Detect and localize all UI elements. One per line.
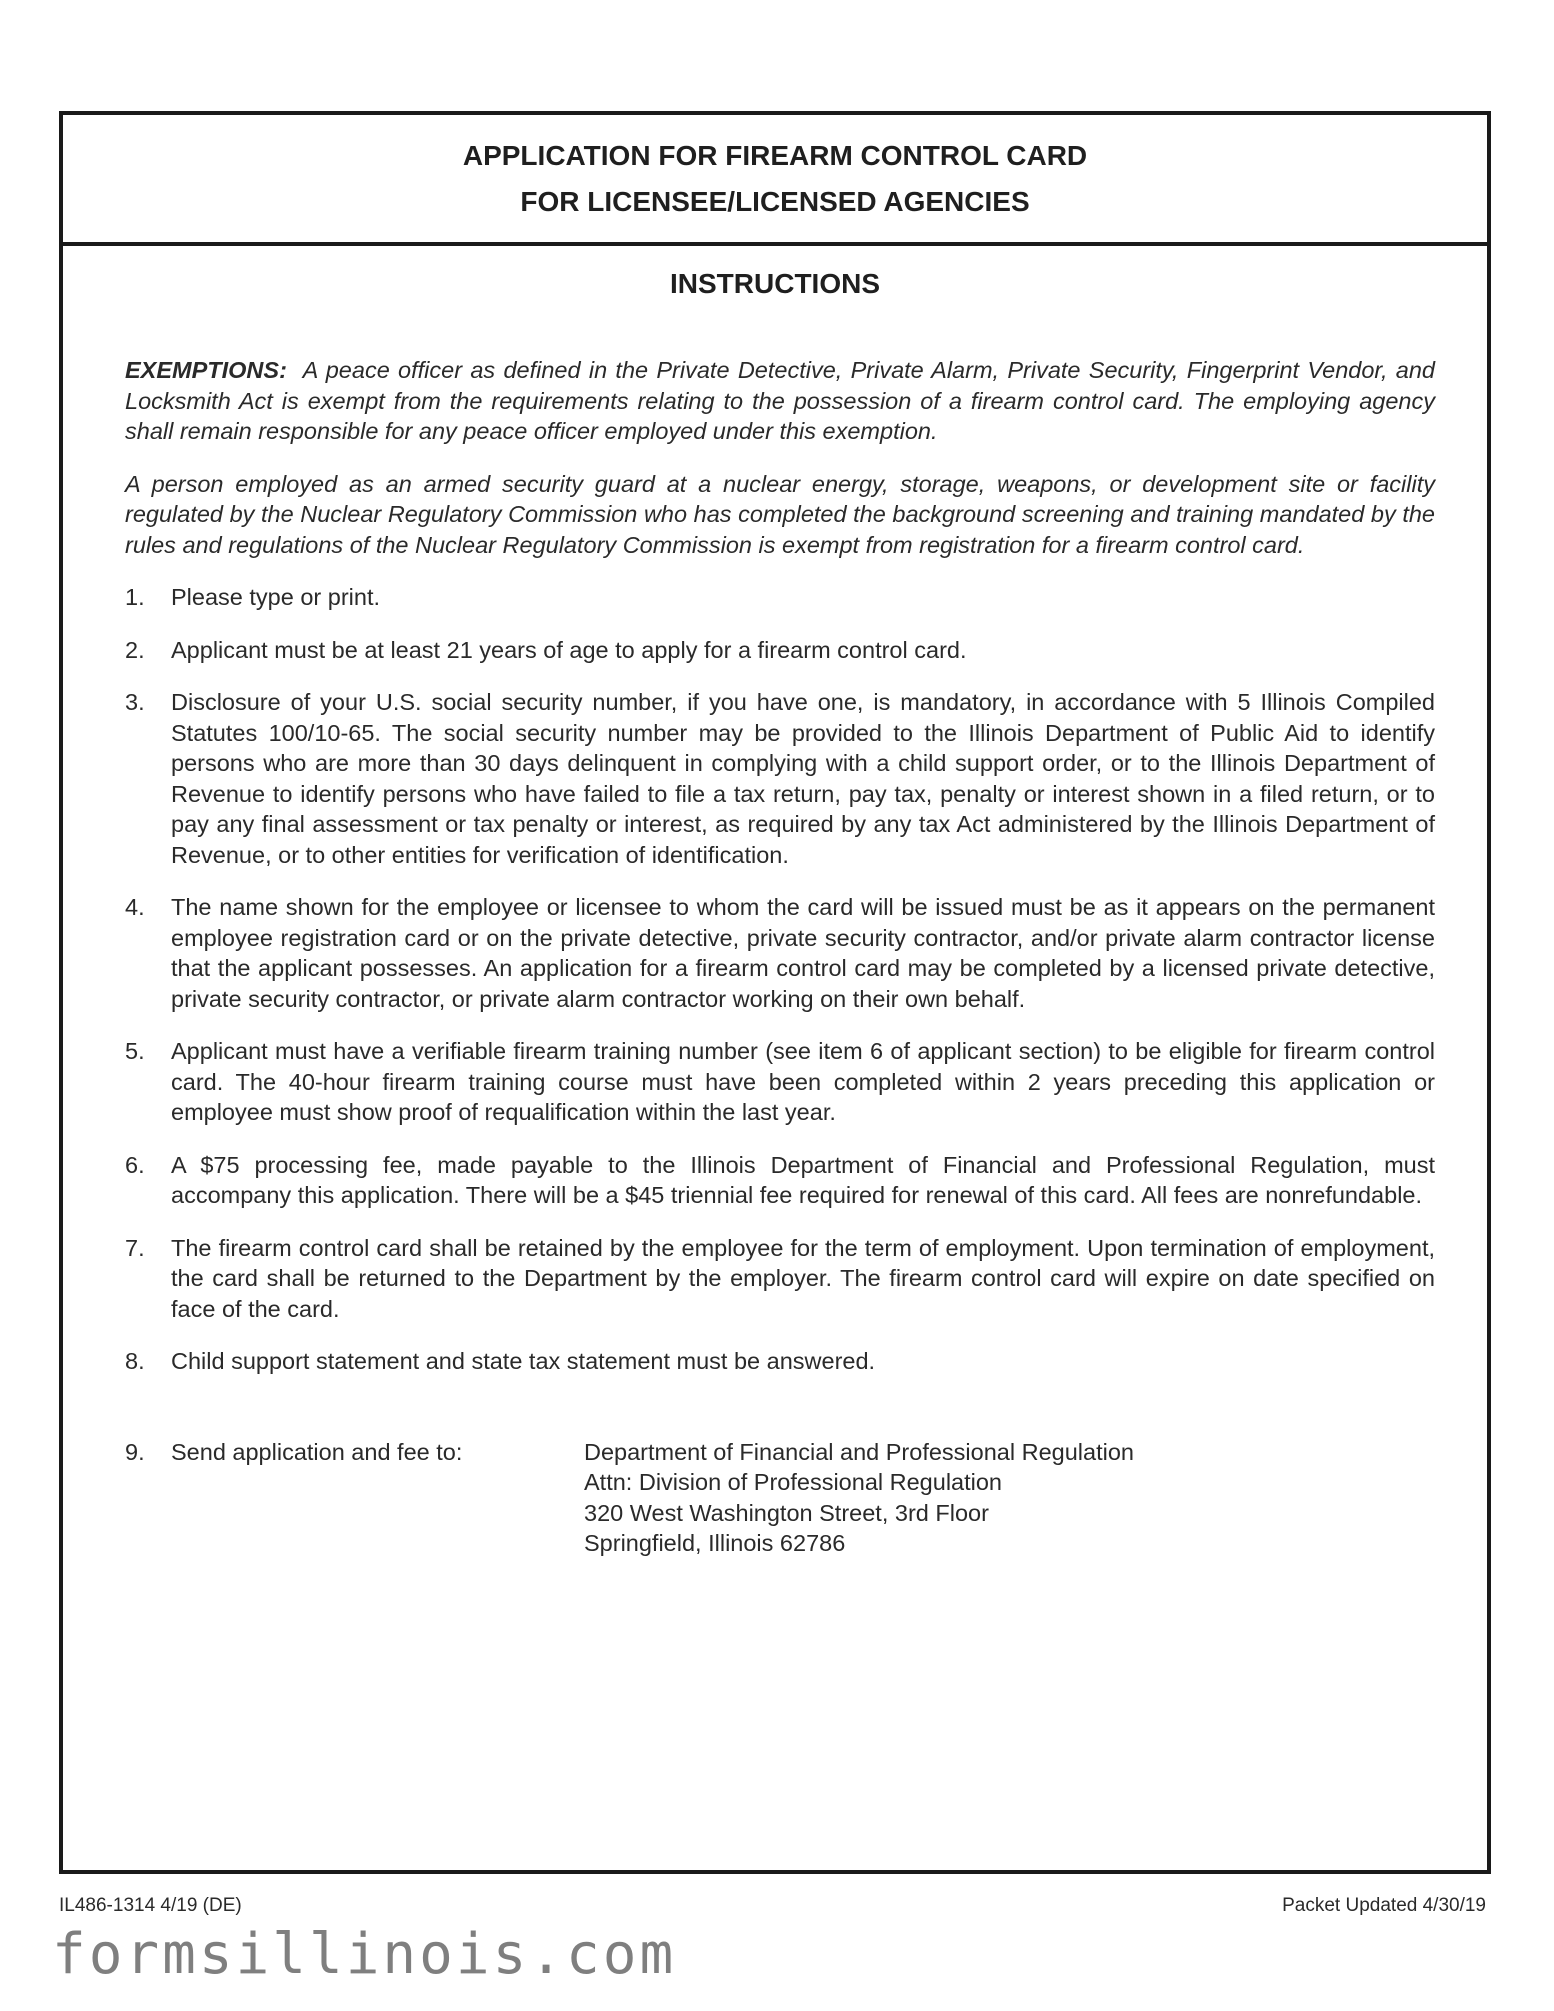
- send-label: Send application and fee to:: [171, 1438, 463, 1465]
- address-line-2: Attn: Division of Professional Regulation: [584, 1469, 1002, 1495]
- item-text: Child support statement and state tax statement must be answered.: [171, 1348, 876, 1374]
- item-text: Applicant must be at least 21 years of age to apply for a firearm control card.: [171, 636, 967, 663]
- list-item: [125, 687, 1435, 870]
- list-item: [125, 582, 1435, 613]
- exemptions-paragraph-2: A person employed as an armed security guard at a nuclear energy, storage, weapons, or development site or facility regulated by the Nuclear Regulatory Commission who has completed the background screening and training mandated by the rules and regulations of the Nuclear Regulatory Commission is exempt from registration for a firearm control card.: [125, 470, 1435, 558]
- item-number: 6.: [125, 1151, 145, 1178]
- address-line-3: 320 West Washington Street, 3rd Floor: [584, 1499, 989, 1526]
- list-item: [125, 1150, 1435, 1211]
- item-text: Applicant must have a verifiable firearm training number (see item 6 of applicant section) to be eligible for firearm control card. The 40-hour firearm training course must have been completed within 2 years preceding this application or employee must show proof of requalification within the last year.: [171, 1038, 1435, 1125]
- item-number: 4.: [125, 894, 145, 920]
- exemptions-label: EXEMPTIONS:: [125, 357, 287, 383]
- address-line-4: Springfield, Illinois 62786: [584, 1530, 846, 1556]
- exemptions-paragraph-1: [125, 355, 1435, 447]
- mailing-address: [584, 1437, 1134, 1559]
- list-item: [125, 892, 1435, 1014]
- item-number: 8.: [125, 1348, 145, 1374]
- item-number: 7.: [125, 1234, 145, 1261]
- form-code: IL486-1314 4/19 (DE): [59, 1895, 242, 1916]
- instructions-body: [125, 355, 1435, 1559]
- list-item: [125, 1346, 1435, 1377]
- form-header: [63, 115, 1487, 246]
- exemptions-text-1: A peace officer as defined in the Private Detective, Private Alarm, Private Security, Fingerprint Vendor, and Locksmith Act is exempt from the requirements relating to the possession of a firearm control card. The employing agency shall remain responsible for any peace officer employed under this exemption.: [125, 357, 1435, 444]
- item-text: A $75 processing fee, made payable to the Illinois Department of Financial and Professional Regulation, must accompany this application. There will be a $45 triennial fee required for renewal of this card. All fees are nonrefundable.: [171, 1151, 1435, 1208]
- form-title-line1: APPLICATION FOR FIREARM CONTROL CARD: [462, 140, 1088, 171]
- watermark: formsillinois.com: [52, 1922, 677, 1987]
- item-text: Please type or print.: [171, 584, 380, 610]
- item-text: Disclosure of your U.S. social security number, if you have one, is mandatory, in accordance with 5 Illinois Compiled Statutes 100/10-65. The social security number may be provided to the Illinois Department of Public Aid to identify persons who are more than 30 days delinquent in complying with a child support order, or to the Illinois Department of Revenue to identify persons who have failed to file a tax return, pay tax, penalty or interest shown in a filed return, or to pay any final assessment or tax penalty or interest, as required by any tax Act administered by the Illinois Department of Revenue, or to other entities for verification of identification.: [171, 689, 1435, 868]
- address-line-1: Department of Financial and Professional Regulation: [584, 1438, 1134, 1465]
- item-text: The firearm control card shall be retained by the employee for the term of employment. Upon termination of employment, the card shall be returned to the Department by the employer. The firearm control card will expire on date specified on face of the card.: [171, 1234, 1435, 1322]
- item-number: 9.: [125, 1438, 145, 1465]
- list-item: [125, 635, 1435, 666]
- item-number: 3.: [125, 689, 145, 715]
- list-item: [125, 1233, 1435, 1325]
- form-title-line2: FOR LICENSEE/LICENSED AGENCIES: [520, 186, 1030, 217]
- item-number: 2.: [125, 636, 145, 663]
- instructions-heading: INSTRUCTIONS: [670, 268, 880, 299]
- item-text: The name shown for the employee or licensee to whom the card will be issued must be as it appears on the permanent employee registration card or on the private detective, private security contractor, and/or private alarm contractor license that the applicant possesses. An application for a firearm control card may be completed by a licensed private detective, private security contractor, or private alarm contractor working on their own behalf.: [171, 894, 1435, 1012]
- list-item: [125, 1036, 1435, 1128]
- send-application-section: [125, 1437, 1435, 1559]
- exemptions-section: [125, 355, 1435, 560]
- item-number: 5.: [125, 1038, 145, 1064]
- item-number: 1.: [125, 584, 145, 610]
- instructions-list: [125, 582, 1435, 1377]
- form-frame: [59, 111, 1491, 1874]
- packet-updated: Packet Updated 4/30/19: [1282, 1895, 1486, 1916]
